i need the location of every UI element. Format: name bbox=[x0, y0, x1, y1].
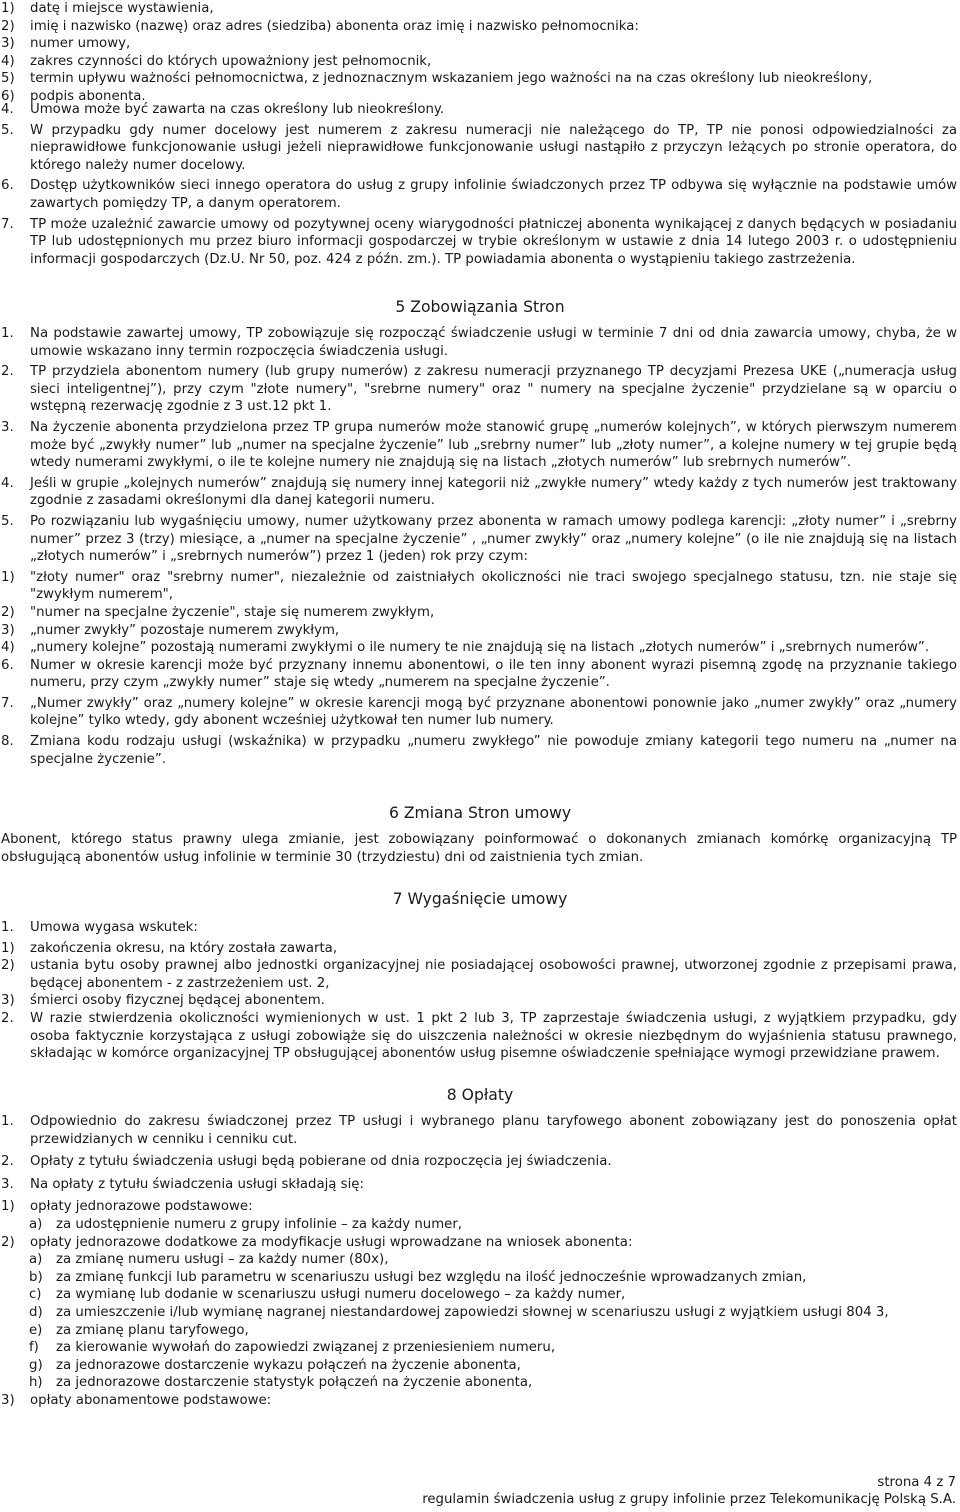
sub-list-item bbox=[0, 622, 960, 640]
item-number: 4) bbox=[1, 640, 15, 656]
section-5-heading: 5 Zobowiązania Stron bbox=[395, 298, 565, 316]
section-4-continued bbox=[0, 101, 960, 268]
item-text: Po rozwiązaniu lub wygaśnięciu umowy, numer użytkowany przez abonenta w ramach umowy podlega karencji: „złoty numer” i „srebrny numer” przez 3 (trzy) miesiące, a „numer na specjalne życzenie” , „numer zwykły” oraz „numery kolejne” (o ile nie znajdują się na listach „złotych numerów” i „srebrnych numerów”) przez 1 (jeden) rok przy czym: bbox=[30, 513, 957, 565]
item-number: 2. bbox=[1, 1010, 14, 1026]
item-text: Opłaty z tytułu świadczenia usługi będą pobierane od dnia rozpoczęcia jej świadczenia. bbox=[30, 1154, 612, 1170]
letter-list-item bbox=[0, 1269, 960, 1287]
letter-list-item bbox=[0, 1286, 960, 1304]
item-text: Zmiana kodu rodzaju usługi (wskaźnika) w przypadku „numeru zwykłego” nie powoduje zmiany kategorii tego numeru na „numer na specjalne życzenie”. bbox=[30, 734, 957, 767]
item-text: „numery kolejne” pozostają numerami zwykłymi o ile numery te nie znajdują się na listach „złotych numerów” i „srebrnych numerów”. bbox=[30, 640, 930, 656]
item-letter: f) bbox=[29, 1340, 39, 1356]
item-number: 8. bbox=[1, 734, 14, 750]
numbered-paragraph bbox=[0, 657, 960, 692]
sub-list-item bbox=[0, 992, 960, 1010]
item-text: za zmianę planu taryfowego, bbox=[56, 1322, 249, 1338]
item-number: 1. bbox=[1, 1114, 14, 1129]
item-number: 1) bbox=[1, 1199, 15, 1215]
item-text: „Numer zwykły” oraz „numery kolejne” w okresie karencji mogą być przyznane abonentowi ponownie jako „numer zwykły” oraz „numery kolejne” tylko wtedy, gdy abonent wcześniej użytkował ten numer lub numery. bbox=[30, 695, 957, 729]
item-letter: a) bbox=[29, 1216, 43, 1232]
item-text: Dostęp użytkowników sieci innego operatora do usług z grupy infolinie świadczonych przez TP odbywa się wyłącznie na podstawie umów zawartych pomiędzy TP, a danym operatorem. bbox=[30, 178, 957, 211]
item-number: 1. bbox=[1, 920, 14, 935]
sub-list-item bbox=[0, 940, 960, 958]
numbered-paragraph bbox=[0, 101, 960, 119]
letter-list-item bbox=[0, 1251, 960, 1269]
item-text: W przypadku gdy numer docelowy jest numerem z zakresu numeracji nie należącego do TP, TP nie ponosi odpowiedzialności za nieprawidłowe funkcjonowanie usługi jeżeli nieprawidłowe funkcjonowanie usługi nastąpiło z przyczyn leżących po stronie operatora, do którego należy numer docelowy. bbox=[30, 122, 957, 173]
item-number: 2) bbox=[1, 1234, 15, 1250]
item-letter: c) bbox=[29, 1287, 42, 1303]
sub-list-item bbox=[0, 1234, 960, 1252]
item-text: za zmianę numeru usługi – za każdy numer (80x), bbox=[56, 1252, 389, 1268]
item-text: za wymianę lub dodanie w scenariuszu usługi numeru docelowego – za każdy numer, bbox=[56, 1287, 626, 1303]
item-text: "numer na specjalne życzenie", staje się numerem zwykłym, bbox=[30, 604, 435, 620]
numbered-paragraph bbox=[0, 513, 960, 566]
item-number: 6. bbox=[1, 657, 14, 673]
list-item bbox=[0, 53, 960, 71]
item-text: Na opłaty z tytułu świadczenia usługi składają się: bbox=[30, 1176, 364, 1192]
sub-list-item bbox=[0, 1392, 960, 1410]
item-number: 1. bbox=[1, 326, 14, 341]
item-number: 3. bbox=[1, 1176, 14, 1192]
item-text: podpis abonenta. bbox=[30, 88, 146, 104]
numbered-paragraph bbox=[0, 122, 960, 175]
item-number: 6. bbox=[1, 178, 14, 194]
letter-list-item bbox=[0, 1339, 960, 1357]
item-number: 2. bbox=[1, 1154, 14, 1170]
item-text: opłaty jednorazowe podstawowe: bbox=[30, 1199, 253, 1215]
item-text: opłaty abonamentowe podstawowe: bbox=[30, 1392, 272, 1408]
item-text: datę i miejsce wystawienia, bbox=[30, 1, 214, 16]
letter-list-item bbox=[0, 1216, 960, 1234]
item-letter: d) bbox=[29, 1304, 43, 1320]
numbered-paragraph bbox=[0, 325, 960, 360]
item-text: zakończenia okresu, na który została zawarta, bbox=[30, 940, 338, 956]
section-8-heading: 8 Opłaty bbox=[446, 1086, 514, 1104]
item-text: TP może uzależnić zawarcie umowy od pozytywnej oceny wiarygodności płatniczej abonenta wynikającej z danych będących w posiadaniu TP lub udostępnionych mu przez biuro informacji gospodarczej w trybie określonym w ustawie z dnia 14 lutego 2003 r. o udostępnieniu informacji gospodarczych (Dz.U. Nr 50, poz. 424 z późn. zm.). TP powiadamia abonenta o wystąpieniu takiego zastrzeżenia. bbox=[30, 216, 957, 267]
numbered-paragraph bbox=[0, 1113, 960, 1148]
item-text: za udostępnienie numeru z grupy infolinie – za każdy numer, bbox=[56, 1216, 463, 1232]
item-number: 2. bbox=[1, 364, 14, 380]
item-number: 4. bbox=[1, 475, 14, 491]
item-text: Umowa może być zawarta na czas określony lub nieokreślony. bbox=[30, 102, 445, 117]
item-number: 7. bbox=[1, 695, 14, 711]
letter-list-item bbox=[0, 1304, 960, 1322]
item-number: 1) bbox=[1, 1, 15, 16]
item-text: „numer zwykły” pozostaje numerem zwykłym, bbox=[30, 622, 340, 638]
section-8-body bbox=[0, 1113, 960, 1410]
item-text: Odpowiednio do zakresu świadczonej przez TP usługi i wybranego planu taryfowego abonent zobowiązany jest do ponoszenia opłat przewidzianych w cenniku i cenniku cut. bbox=[30, 1114, 957, 1147]
list-item bbox=[0, 18, 960, 36]
item-number: 5) bbox=[1, 71, 15, 87]
numbered-paragraph bbox=[0, 177, 960, 212]
item-text: śmierci osoby fizycznej będącej abonentem. bbox=[30, 993, 325, 1009]
numbered-paragraph bbox=[0, 419, 960, 472]
numbered-paragraph bbox=[0, 733, 960, 768]
item-number: 5. bbox=[1, 513, 14, 529]
item-number: 1) bbox=[1, 569, 15, 585]
section-6-paragraph: Abonent, którego status prawny ulega zmianie, jest zobowiązany poinformować o dokonanych zmianach komórkę organizacyjną TP obsługującą abonentów usług infolinie w terminie 30 (trzydziestu) dni od zaistnienia tych zmian. bbox=[1, 832, 957, 865]
item-text: termin upływu ważności pełnomocnictwa, z jednoznacznym wskazaniem jego ważności na na czas określony lub nieokreślony, bbox=[30, 71, 873, 87]
item-text: Jeśli w grupie „kolejnych numerów” znajdują się numery innej kategorii niż „zwykłe numery” wtedy każdy z tych numerów jest traktowany zgodnie z zasadami określonymi dla danej kategorii numeru. bbox=[30, 475, 957, 509]
item-number: 2) bbox=[1, 18, 15, 34]
item-text: za jednorazowe dostarczenie statystyk połączeń na życzenie abonenta, bbox=[56, 1375, 533, 1391]
letter-list-item bbox=[0, 1357, 960, 1375]
item-text: ustania bytu osoby prawnej albo jednostki organizacyjnej nie posiadającej osobowości prawnej, utworzonej zgodnie z przepisami prawa, będącej abonentem - z zastrzeżeniem ust. 2, bbox=[30, 958, 957, 991]
sub-list-item bbox=[0, 569, 960, 604]
item-text: Numer w okresie karencji może być przyznany innemu abonentowi, o ile ten inny abonent wyrazi pisemną zgodę na przyznanie takiego numeru, przy czym „zwykły numer” staje się wtedy „numerem na specjalne życzenie”. bbox=[30, 657, 957, 691]
item-letter: b) bbox=[29, 1269, 43, 1285]
item-number: 2) bbox=[1, 958, 15, 974]
page-number: strona 4 z 7 bbox=[877, 1475, 956, 1490]
item-number: 3) bbox=[1, 36, 15, 52]
numbered-paragraph bbox=[0, 695, 960, 730]
item-text: W razie stwierdzenia okoliczności wymienionych w ust. 1 pkt 2 lub 3, TP zaprzestaje świadczenia usługi, z wyjątkiem przypadku, gdy osoba faktycznie korzystająca z usługi zobowiąże się do uiszczenia należności w okresie niezbędnym do wyjaśnienia statusu prawnego, składając w komórce organizacyjnej TP obsługującej abonentów usług pisemne oświadczenie spełniające wymogi przewidziane prawem. bbox=[30, 1010, 957, 1062]
item-text: za zmianę funkcji lub parametru w scenariuszu usługi bez względu na ilość jednocześnie wprowadzanych zmian, bbox=[56, 1269, 807, 1285]
item-number: 4) bbox=[1, 53, 15, 69]
item-number: 7. bbox=[1, 216, 14, 232]
page-footer bbox=[422, 1474, 956, 1508]
item-text: TP przydziela abonentom numery (lub grupy numerów) z zakresu numeracji przyznanego TP decyzjami Prezesa UKE („numeracja usług sieci inteligentnej”), przy czym "złote numery", "srebrne numery" oraz " numery na specjalne życzenie" przydzielane są w oparciu o wstępną rezerwację zgodnie z 3 ust.12 pkt 1. bbox=[30, 364, 957, 415]
item-text: Na podstawie zawartej umowy, TP zobowiązuje się rozpocząć świadczenie usługi w terminie 7 dni od dnia zawarcia umowy, chyba, że w umowie wskazano inny termin rozpoczęcia świadczenia usługi. bbox=[30, 326, 957, 359]
item-number: 3) bbox=[1, 993, 15, 1009]
document-title-footer: regulamin świadczenia usług z grupy infolinie przez Telekomunikację Polską S.A. bbox=[422, 1492, 956, 1507]
letter-list-item bbox=[0, 1322, 960, 1340]
item-text: za kierowanie wywołań do zapowiedzi związanej z przeniesieniem numeru, bbox=[56, 1340, 556, 1356]
item-number: 5. bbox=[1, 122, 14, 138]
item-number: 3) bbox=[1, 1392, 15, 1408]
item-number: 6) bbox=[1, 88, 15, 104]
item-text: "złoty numer" oraz "srebrny numer", niezależnie od zaistniałych okoliczności nie traci swojego specjalnego statusu, tzn. nie staje się "zwykłym numerem", bbox=[30, 569, 957, 603]
item-letter: e) bbox=[29, 1322, 43, 1338]
list-item bbox=[0, 35, 960, 53]
section-5-body bbox=[0, 325, 960, 768]
item-text: imię i nazwisko (nazwę) oraz adres (siedziba) abonenta oraz imię i nazwisko pełnomocnika: bbox=[30, 18, 639, 34]
item-letter: h) bbox=[29, 1375, 43, 1391]
numbered-paragraph bbox=[0, 363, 960, 416]
section-7-body bbox=[0, 919, 960, 1063]
item-text: opłaty jednorazowe dodatkowe za modyfikacje usługi wprowadzane na wniosek abonenta: bbox=[30, 1234, 633, 1250]
sub-list-item bbox=[0, 639, 960, 657]
list-item bbox=[0, 70, 960, 88]
item-number: 3. bbox=[1, 419, 14, 435]
item-number: 3) bbox=[1, 622, 15, 638]
sub-list-item bbox=[0, 957, 960, 992]
item-text: zakres czynności do których upoważniony jest pełnomocnik, bbox=[30, 53, 432, 69]
numbered-paragraph bbox=[0, 1176, 960, 1194]
section-6-heading: 6 Zmiana Stron umowy bbox=[388, 804, 572, 822]
numbered-paragraph bbox=[0, 1153, 960, 1171]
numbered-paragraph bbox=[0, 475, 960, 510]
sub-list-item bbox=[0, 1198, 960, 1216]
item-text: Umowa wygasa wskutek: bbox=[30, 920, 198, 935]
item-text: Na życzenie abonenta przydzielona przez TP grupa numerów może stanowić grupę „numerów kolejnych”, w których pierwszym numerem może być „zwykły numer” lub „numer na specjalne życzenie” lub „srebrny numer” lub „złoty numer”, a kolejne numery w tej grupie będą wtedy numerami zwykłymi, o ile te kolejne numery nie znajdują się na listach „złotych numerów” lub srebrnych numerów”. bbox=[30, 419, 957, 471]
section-7-heading: 7 Wygaśnięcie umowy bbox=[392, 890, 568, 908]
numbered-paragraph bbox=[0, 216, 960, 269]
item-number: 1) bbox=[1, 940, 15, 956]
letter-list-item bbox=[0, 1374, 960, 1392]
item-text: za umieszczenie i/lub wymianę nagranej niestandardowej zapowiedzi słownej w scenariuszu usługi z wyjątkiem usługi 804 3, bbox=[56, 1304, 889, 1320]
item-letter: a) bbox=[29, 1252, 43, 1268]
item-number: 2) bbox=[1, 604, 15, 620]
list-item bbox=[0, 0, 960, 18]
numbered-paragraph bbox=[0, 1010, 960, 1063]
sub-list-item bbox=[0, 604, 960, 622]
item-text: numer umowy, bbox=[30, 36, 131, 52]
item-letter: g) bbox=[29, 1357, 43, 1373]
numbered-paragraph bbox=[0, 919, 960, 937]
power-of-attorney-requirements-list bbox=[0, 0, 960, 106]
item-number: 4. bbox=[1, 102, 14, 117]
item-text: za jednorazowe dostarczenie wykazu połączeń na życzenie abonenta, bbox=[56, 1357, 521, 1373]
